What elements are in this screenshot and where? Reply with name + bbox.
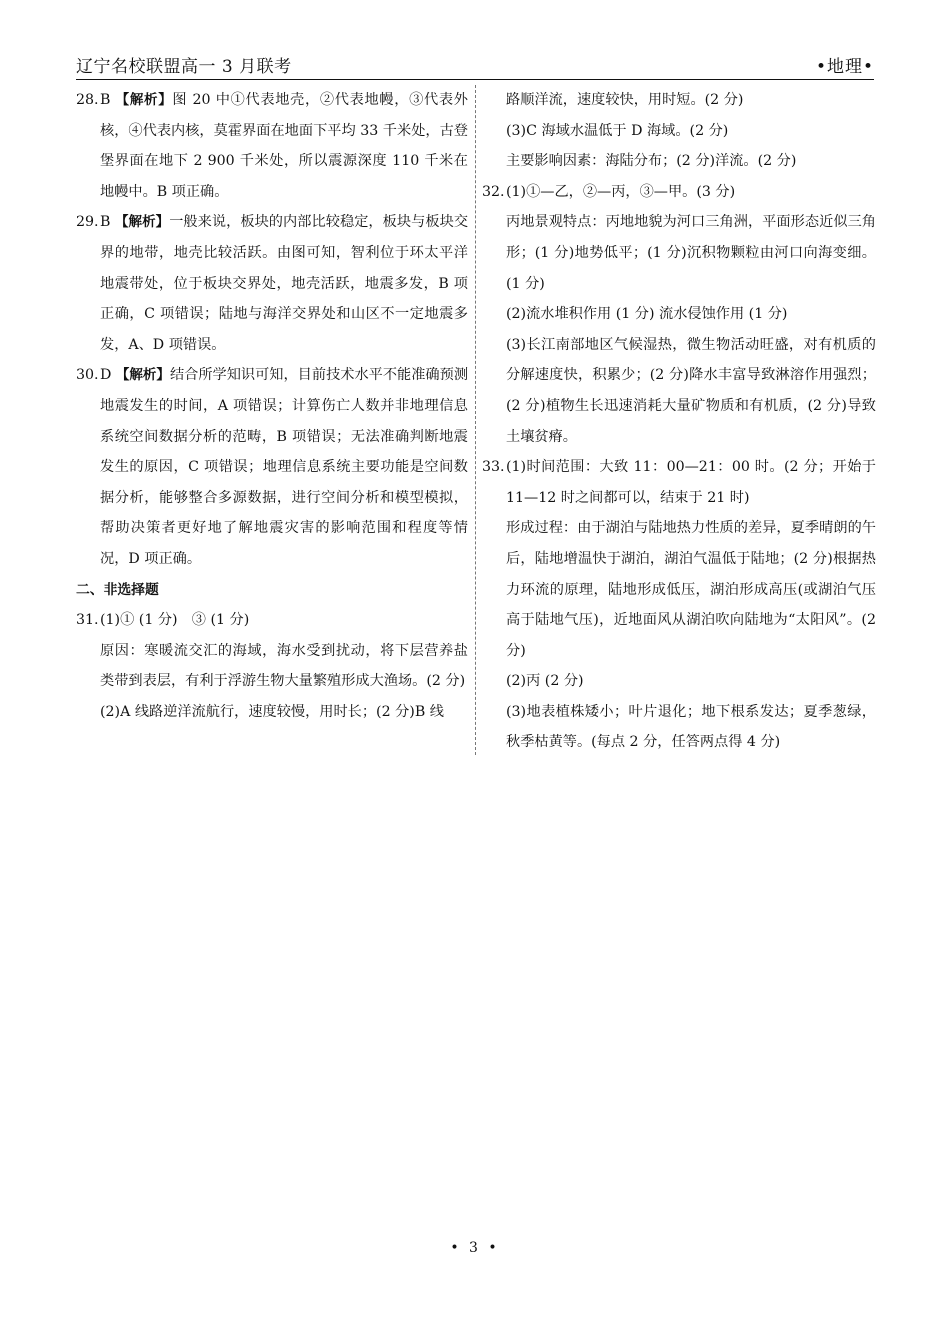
analysis-tag: 【解析】 <box>115 367 170 384</box>
answer-choice: B <box>100 214 111 231</box>
answer-28 <box>76 85 468 207</box>
answer-31-factors: 主要影响因素：海陆分布；(2 分)洋流。(2 分) <box>506 153 797 170</box>
analysis-tag: 【解析】 <box>115 214 170 231</box>
column-divider <box>475 85 476 755</box>
answer-31-part2-start: (2)A 线路逆洋流航行，速度较慢，用时长；(2 分)B 线 <box>100 703 444 720</box>
answer-text: (1)① (1 分) ③ (1 分) <box>100 612 250 629</box>
analysis-text: 结合所学知识可知，目前技术水平不能准确预测地震发生的时间，A 项错误；计算伤亡人数并非地理信息系统空间数据分析的范畴，B 项错误；无法准确判断地震发生的原因，C 项错误；地理信息系统主要功能是空间数据分析，能够整合多源数据，进行空间分析和模型模拟，帮助决策者更好地了解地震灾害的影响范围和程度等情况，D 项正确。 <box>100 367 469 567</box>
right-column <box>482 85 876 758</box>
question-number: 28. <box>76 92 99 108</box>
answer-31-part1 <box>76 605 468 636</box>
exam-title: 辽宁名校联盟高一 3 月联考 <box>76 57 292 77</box>
answer-text: (1)时间范围：大致 11：00—21：00 时。(2 分；开始于 11—12 时之间都可以，结束于 21 时) <box>506 459 876 506</box>
answer-29 <box>76 207 468 360</box>
answer-33-process: 形成过程：由于湖泊与陆地热力性质的差异，夏季晴朗的午后，陆地增温快于湖泊，湖泊气温低于陆地；(2 分)根据热力环流的原理，陆地形成低压，湖泊形成高压(或湖泊气压高于陆地气压)，近地面风从湖泊吹向陆地为“太阳风”。(2 分) <box>506 520 876 659</box>
question-number: 32. <box>482 183 505 200</box>
answer-30 <box>76 360 468 574</box>
answer-33-part2: (2)丙 (2 分) <box>506 673 584 690</box>
answer-31-part3: (3)C 海域水温低于 D 海域。(2 分) <box>506 122 729 139</box>
question-number: 31. <box>76 612 99 629</box>
answer-31-part2-end: 路顺洋流，速度较快，用时短。(2 分) <box>506 92 744 108</box>
answer-33-part3: (3)地表植株矮小；叶片退化；地下根系发达；夏季葱绿，秋季枯黄等。(每点 2 分，任答两点得 4 分) <box>506 703 876 751</box>
analysis-tag: 【解析】 <box>115 92 173 108</box>
page-number: • 3 • <box>450 1240 500 1256</box>
answer-31-reason: 原因：寒暖流交汇的海域，海水受到扰动，将下层营养盐类带到表层，有利于浮游生物大量繁殖形成大渔场。(2 分) <box>100 642 468 690</box>
answer-32-part1 <box>482 177 876 208</box>
answer-33-part1 <box>482 452 876 513</box>
page-header <box>76 52 874 78</box>
subject-label: •地理• <box>815 57 874 77</box>
section-title: 二、非选择题 <box>76 581 159 598</box>
answer-32-part2: (2)流水堆积作用 (1 分) 流水侵蚀作用 (1 分) <box>506 306 788 323</box>
analysis-text: 图 20 中①代表地壳，②代表地幔，③代表外核，④代表内核，莫霍界面在地面下平均 33 千米处，古登堡界面在地下 2 900 千米处，所以震源深度 110 千米在地幔中。B 项正确。 <box>100 92 468 200</box>
header-rule <box>76 79 874 80</box>
answer-32-features: 丙地景观特点：丙地地貌为河口三角洲，平面形态近似三角形；(1 分)地势低平；(1 分)沉积物颗粒由河口向海变细。(1 分) <box>506 214 876 292</box>
answer-text: (1)①—乙，②—丙，③—甲。(3 分) <box>506 183 736 200</box>
question-number: 30. <box>76 367 99 384</box>
answer-32-part3: (3)长江南部地区气候湿热，微生物活动旺盛，对有机质的分解速度快，积累少；(2 分)降水丰富导致淋溶作用强烈；(2 分)植物生长迅速消耗大量矿物质和有机质，(2 分)导致土壤贫瘠。 <box>506 336 876 445</box>
analysis-text: 一般来说，板块的内部比较稳定，板块与板块交界的地带，地壳比较活跃。由图可知，智利位于环太平洋地震带处，位于板块交界处，地壳活跃，地震多发，B 项正确，C 项错误；陆地与海洋交界处和山区不一定地震多发，A、D 项错误。 <box>100 214 469 353</box>
answer-choice: D <box>100 367 112 384</box>
answer-choice: B <box>100 92 111 108</box>
question-number: 33. <box>482 459 505 476</box>
question-number: 29. <box>76 214 99 231</box>
left-column <box>76 85 468 727</box>
